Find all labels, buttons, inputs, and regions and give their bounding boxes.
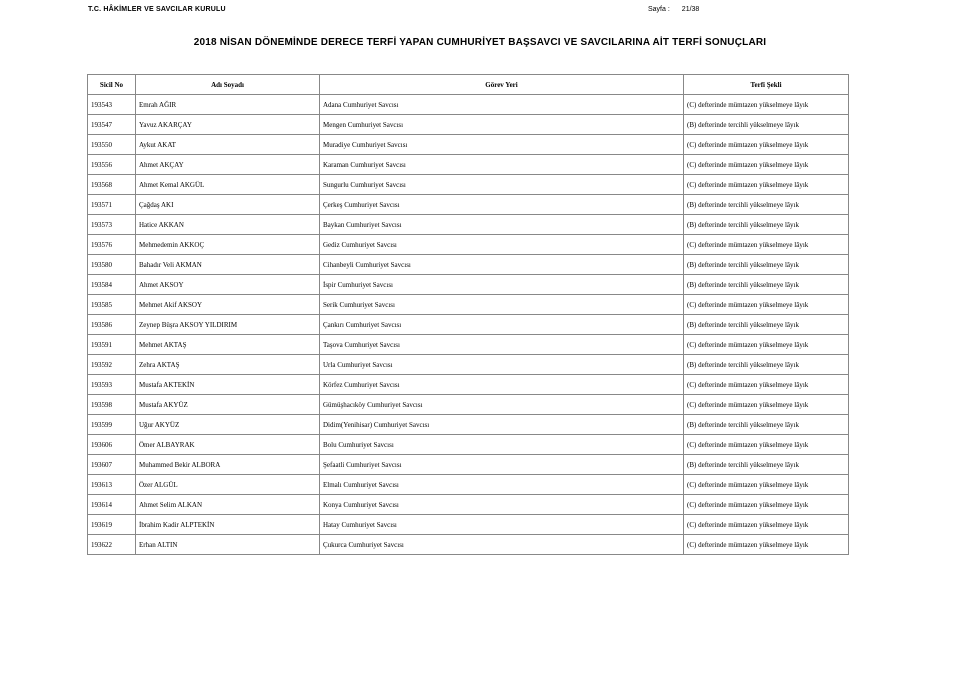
terfi-sekli-cell: (C) defterinde mümtazen yükselmeye lâyık — [684, 435, 849, 455]
name-cell: Erhan ALTIN — [136, 535, 320, 555]
terfi-sekli-cell: (B) defterinde tercihli yükselmeye lâyık — [684, 415, 849, 435]
terfi-sekli-cell: (B) defterinde tercihli yükselmeye lâyık — [684, 355, 849, 375]
terfi-sekli-cell: (C) defterinde mümtazen yükselmeye lâyık — [684, 335, 849, 355]
gorev-yeri-cell: Çankırı Cumhuriyet Savcısı — [320, 315, 684, 335]
table-row — [88, 435, 849, 455]
gorev-yeri-cell: Adana Cumhuriyet Savcısı — [320, 95, 684, 115]
sicil-no-cell: 193547 — [88, 115, 136, 135]
table-row — [88, 475, 849, 495]
sicil-no-cell: 193598 — [88, 395, 136, 415]
table-row — [88, 535, 849, 555]
sicil-no-cell: 193576 — [88, 235, 136, 255]
sicil-no-cell: 193607 — [88, 455, 136, 475]
name-cell: Muhammed Bekir ALBORA — [136, 455, 320, 475]
gorev-yeri-cell: Taşova Cumhuriyet Savcısı — [320, 335, 684, 355]
results-table — [87, 74, 849, 555]
table-row — [88, 315, 849, 335]
gorev-yeri-cell: Cihanbeyli Cumhuriyet Savcısı — [320, 255, 684, 275]
sicil-no-cell: 193543 — [88, 95, 136, 115]
terfi-sekli-cell: (C) defterinde mümtazen yükselmeye lâyık — [684, 295, 849, 315]
name-cell: Ahmet AKÇAY — [136, 155, 320, 175]
gorev-yeri-cell: Karaman Cumhuriyet Savcısı — [320, 155, 684, 175]
name-cell: Ahmet AKSOY — [136, 275, 320, 295]
col-header-gorev-yeri: Görev Yeri — [320, 75, 684, 95]
gorev-yeri-cell: Muradiye Cumhuriyet Savcısı — [320, 135, 684, 155]
table-body — [88, 95, 849, 555]
table-row — [88, 395, 849, 415]
gorev-yeri-cell: Sungurlu Cumhuriyet Savcısı — [320, 175, 684, 195]
sicil-no-cell: 193591 — [88, 335, 136, 355]
name-cell: Mehmet Akif AKSOY — [136, 295, 320, 315]
sicil-no-cell: 193614 — [88, 495, 136, 515]
terfi-sekli-cell: (B) defterinde tercihli yükselmeye lâyık — [684, 215, 849, 235]
gorev-yeri-cell: Baykan Cumhuriyet Savcısı — [320, 215, 684, 235]
terfi-sekli-cell: (C) defterinde mümtazen yükselmeye lâyık — [684, 515, 849, 535]
terfi-sekli-cell: (C) defterinde mümtazen yükselmeye lâyık — [684, 95, 849, 115]
name-cell: Hatice AKKAN — [136, 215, 320, 235]
name-cell: Uğur AKYÜZ — [136, 415, 320, 435]
sicil-no-cell: 193619 — [88, 515, 136, 535]
col-header-sicil-no: Sicil No — [88, 75, 136, 95]
sicil-no-cell: 193585 — [88, 295, 136, 315]
table-row — [88, 135, 849, 155]
terfi-sekli-cell: (C) defterinde mümtazen yükselmeye lâyık — [684, 235, 849, 255]
name-cell: Ahmet Kemal AKGÜL — [136, 175, 320, 195]
table-row — [88, 255, 849, 275]
name-cell: Mustafa AKTEKİN — [136, 375, 320, 395]
table-row — [88, 415, 849, 435]
name-cell: Özer ALGÜL — [136, 475, 320, 495]
name-cell: Mustafa AKYÜZ — [136, 395, 320, 415]
gorev-yeri-cell: Şefaatli Cumhuriyet Savcısı — [320, 455, 684, 475]
gorev-yeri-cell: Mengen Cumhuriyet Savcısı — [320, 115, 684, 135]
table-row — [88, 275, 849, 295]
terfi-sekli-cell: (C) defterinde mümtazen yükselmeye lâyık — [684, 155, 849, 175]
table-row — [88, 175, 849, 195]
sicil-no-cell: 193568 — [88, 175, 136, 195]
gorev-yeri-cell: Gediz Cumhuriyet Savcısı — [320, 235, 684, 255]
sicil-no-cell: 193606 — [88, 435, 136, 455]
gorev-yeri-cell: Çukurca Cumhuriyet Savcısı — [320, 535, 684, 555]
gorev-yeri-cell: İspir Cumhuriyet Savcısı — [320, 275, 684, 295]
name-cell: Aykut AKAT — [136, 135, 320, 155]
table-row — [88, 375, 849, 395]
table-row — [88, 515, 849, 535]
name-cell: Ahmet Selim ALKAN — [136, 495, 320, 515]
gorev-yeri-cell: Urla Cumhuriyet Savcısı — [320, 355, 684, 375]
terfi-sekli-cell: (C) defterinde mümtazen yükselmeye lâyık — [684, 495, 849, 515]
page-number: 21/38 — [681, 6, 700, 13]
gorev-yeri-cell: Elmalı Cumhuriyet Savcısı — [320, 475, 684, 495]
table-row — [88, 235, 849, 255]
name-cell: Ömer ALBAYRAK — [136, 435, 320, 455]
page-label: Sayfa : — [648, 6, 670, 13]
sicil-no-cell: 193613 — [88, 475, 136, 495]
table-header-row — [88, 75, 849, 95]
name-cell: Mehmedemin AKKOÇ — [136, 235, 320, 255]
terfi-sekli-cell: (B) defterinde tercihli yükselmeye lâyık — [684, 275, 849, 295]
table-row — [88, 195, 849, 215]
terfi-sekli-cell: (C) defterinde mümtazen yükselmeye lâyık — [684, 175, 849, 195]
name-cell: Zeynep Büşra AKSOY YILDIRIM — [136, 315, 320, 335]
name-cell: Çağdaş AKI — [136, 195, 320, 215]
table-row — [88, 95, 849, 115]
table-row — [88, 295, 849, 315]
sicil-no-cell: 193571 — [88, 195, 136, 215]
terfi-sekli-cell: (B) defterinde tercihli yükselmeye lâyık — [684, 455, 849, 475]
name-cell: Zehra AKTAŞ — [136, 355, 320, 375]
gorev-yeri-cell: Bolu Cumhuriyet Savcısı — [320, 435, 684, 455]
gorev-yeri-cell: Çerkeş Cumhuriyet Savcısı — [320, 195, 684, 215]
sicil-no-cell: 193599 — [88, 415, 136, 435]
sicil-no-cell: 193580 — [88, 255, 136, 275]
terfi-sekli-cell: (C) defterinde mümtazen yükselmeye lâyık — [684, 395, 849, 415]
terfi-sekli-cell: (C) defterinde mümtazen yükselmeye lâyık — [684, 135, 849, 155]
sicil-no-cell: 193622 — [88, 535, 136, 555]
terfi-sekli-cell: (C) defterinde mümtazen yükselmeye lâyık — [684, 535, 849, 555]
name-cell: Bahadır Veli AKMAN — [136, 255, 320, 275]
gorev-yeri-cell: Körfez Cumhuriyet Savcısı — [320, 375, 684, 395]
terfi-sekli-cell: (B) defterinde tercihli yükselmeye lâyık — [684, 115, 849, 135]
terfi-sekli-cell: (C) defterinde mümtazen yükselmeye lâyık — [684, 375, 849, 395]
gorev-yeri-cell: Didim(Yenihisar) Cumhuriyet Savcısı — [320, 415, 684, 435]
name-cell: Yavuz AKARÇAY — [136, 115, 320, 135]
document-title: 2018 NİSAN DÖNEMİNDE DERECE TERFİ YAPAN CUMHURİYET BAŞSAVCI VE SAVCILARINA AİT TERFİ SONUÇLARI — [193, 37, 767, 48]
gorev-yeri-cell: Gümüşhacıköy Cumhuriyet Savcısı — [320, 395, 684, 415]
table-row — [88, 155, 849, 175]
page-indicator — [648, 6, 711, 13]
name-cell: Emrah AĞIR — [136, 95, 320, 115]
name-cell: Mehmet AKTAŞ — [136, 335, 320, 355]
table-row — [88, 495, 849, 515]
table-row — [88, 455, 849, 475]
terfi-sekli-cell: (B) defterinde tercihli yükselmeye lâyık — [684, 195, 849, 215]
col-header-adi-soyadi: Adı Soyadı — [136, 75, 320, 95]
gorev-yeri-cell: Serik Cumhuriyet Savcısı — [320, 295, 684, 315]
organization-header: T.C. HÂKİMLER VE SAVCILAR KURULU — [88, 6, 226, 13]
sicil-no-cell: 193592 — [88, 355, 136, 375]
gorev-yeri-cell: Hatay Cumhuriyet Savcısı — [320, 515, 684, 535]
terfi-sekli-cell: (B) defterinde tercihli yükselmeye lâyık — [684, 315, 849, 335]
sicil-no-cell: 193556 — [88, 155, 136, 175]
table-row — [88, 355, 849, 375]
table-row — [88, 215, 849, 235]
table-row — [88, 335, 849, 355]
terfi-sekli-cell: (B) defterinde tercihli yükselmeye lâyık — [684, 255, 849, 275]
sicil-no-cell: 193593 — [88, 375, 136, 395]
table-row — [88, 115, 849, 135]
gorev-yeri-cell: Konya Cumhuriyet Savcısı — [320, 495, 684, 515]
col-header-terfi-sekli: Terfi Şekli — [684, 75, 849, 95]
name-cell: İbrahim Kadir ALPTEKİN — [136, 515, 320, 535]
sicil-no-cell: 193550 — [88, 135, 136, 155]
sicil-no-cell: 193573 — [88, 215, 136, 235]
sicil-no-cell: 193586 — [88, 315, 136, 335]
sicil-no-cell: 193584 — [88, 275, 136, 295]
terfi-sekli-cell: (C) defterinde mümtazen yükselmeye lâyık — [684, 475, 849, 495]
